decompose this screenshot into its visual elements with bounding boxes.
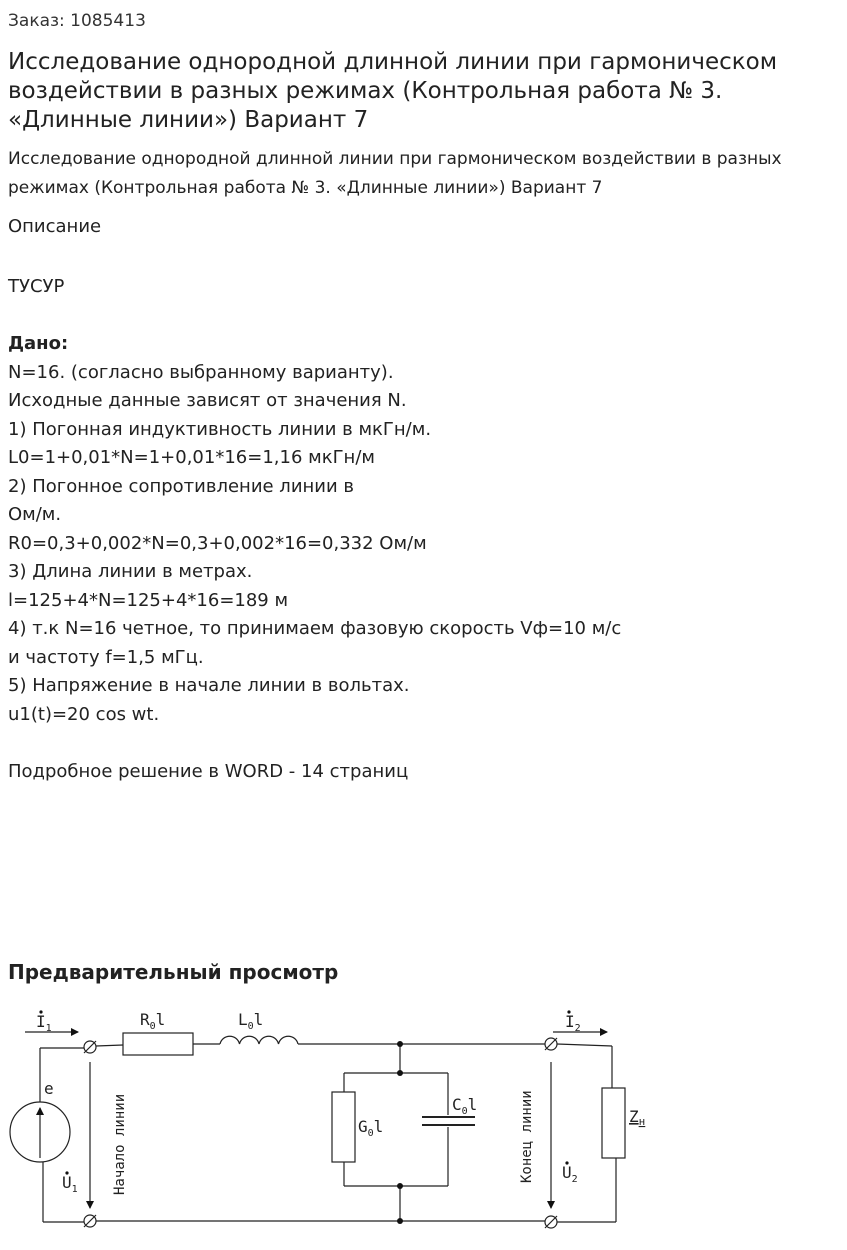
source-label: e	[44, 1079, 54, 1098]
order-number: Заказ: 1085413	[8, 11, 146, 31]
text-line: 3) Длина линии в метрах.	[8, 561, 253, 582]
text-line-given: Дано:	[8, 333, 69, 354]
inductor-l0	[220, 1036, 298, 1044]
text-line: L0=1+0,01*N=1+0,01*16=1,16 мкГн/м	[8, 447, 375, 468]
page-title: Исследование однородной длинной линии при гармоническом воздействии в разных режимах (Контрольная работа № 3. «Длинные линии») Вариант 7	[8, 49, 778, 133]
text-line: ТУСУР	[8, 276, 65, 297]
voltage-u1-label: $U_1$	[62, 1173, 78, 1195]
voltage-u2-label: $U_2$	[562, 1163, 578, 1185]
text-line: Ом/м.	[8, 504, 62, 525]
line-start-label: Начало линии	[112, 1093, 128, 1195]
text-line: R0=0,3+0,002*N=0,3+0,002*16=0,332 Ом/м	[8, 533, 427, 554]
page-subtitle: Исследование однородной длинной линии при гармоническом воздействии в разных режимах (Контрольная работа № 3. «Длинные линии») Вариант 7	[8, 149, 782, 198]
text-line: 2) Погонное сопротивление линии в	[8, 476, 355, 497]
circuit-schematic	[0, 1000, 700, 1245]
inductor-label: $L_0l$	[238, 1010, 264, 1032]
line-end-label: Конец линии	[519, 1090, 535, 1183]
current-i1-label: $I_1$	[36, 1012, 52, 1034]
text-line: Исходные данные зависят от значения N.	[8, 390, 407, 411]
conductance-label: $G_0l$	[358, 1117, 384, 1139]
conductance-g0	[332, 1092, 355, 1162]
text-line: 1) Погонная индуктивность линии в мкГн/м.	[8, 419, 432, 440]
resistor-label: $R_0l$	[140, 1010, 166, 1032]
current-i2-label: $I_2$	[565, 1012, 581, 1034]
capacitor-label: $C_0l$	[452, 1095, 478, 1117]
load-label: Zн	[629, 1107, 646, 1128]
text-line: и частоту f=1,5 мГц.	[8, 647, 204, 668]
text-line: 4) т.к N=16 четное, то принимаем фазовую скорость Vф=10 м/с	[8, 618, 622, 639]
description-label: Описание	[8, 216, 102, 237]
text-line: u1(t)=20 cos wt.	[8, 704, 160, 725]
text-line: N=16. (согласно выбранному варианту).	[8, 362, 394, 383]
text-line: Подробное решение в WORD - 14 страниц	[8, 761, 409, 782]
preview-heading: Предварительный просмотр	[8, 960, 339, 984]
resistor-r0	[123, 1033, 193, 1055]
text-line: l=125+4*N=125+4*16=189 м	[8, 590, 289, 611]
text-line: 5) Напряжение в начале линии в вольтах.	[8, 675, 410, 696]
load-impedance	[602, 1088, 625, 1158]
